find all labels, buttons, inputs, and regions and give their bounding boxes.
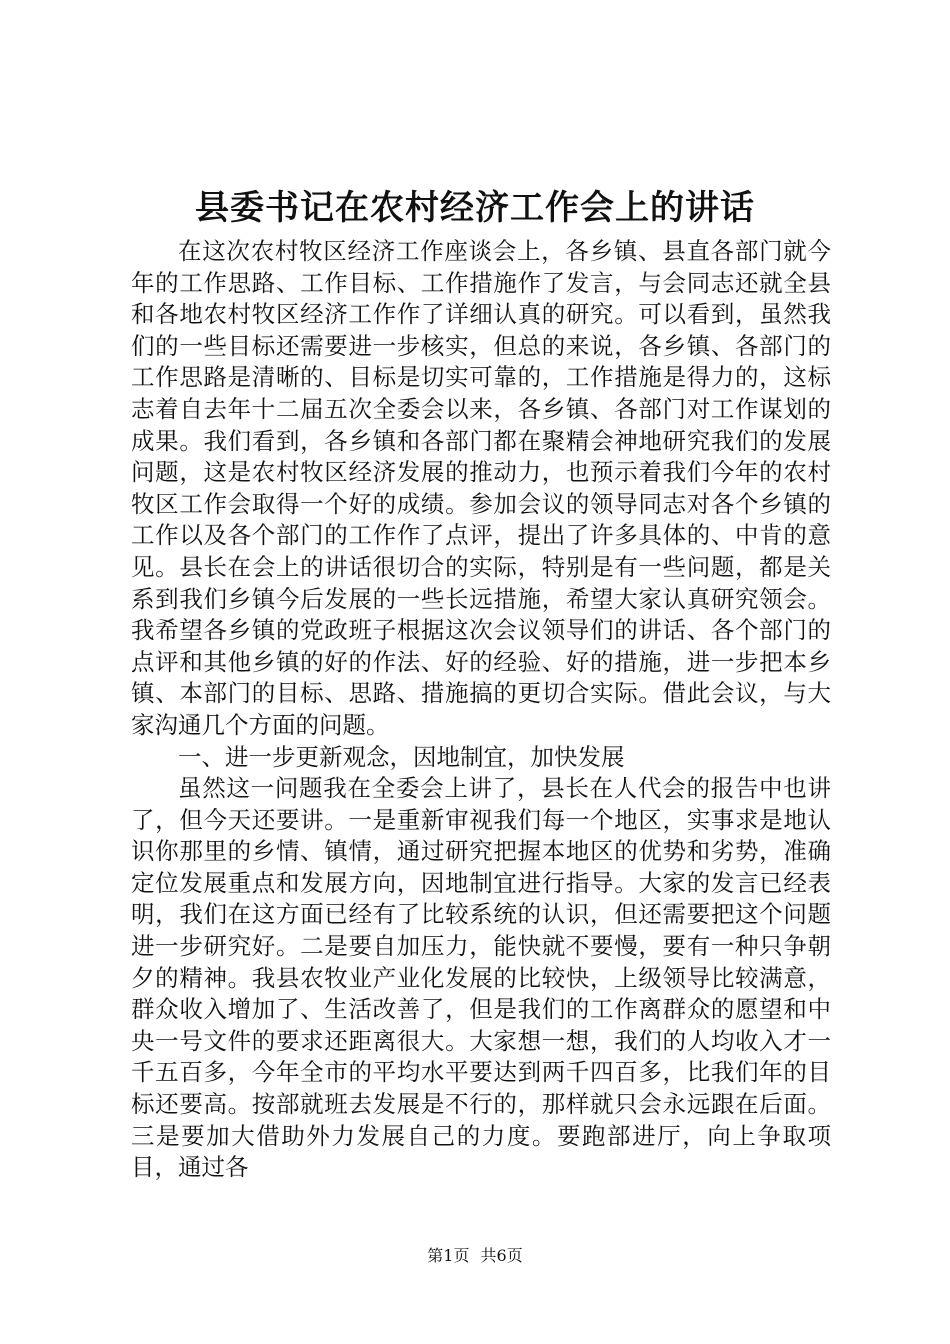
page-number: 第1页	[427, 1246, 470, 1265]
page-total: 共6页	[480, 1246, 523, 1265]
paragraph-section-1: 虽然这一问题我在全委会上讲了，县长在人代会的报告中也讲了，但今天还要讲。一是重新审视我们每一个地区，实事求是地认识你那里的乡情、镇情，通过研究把握本地区的优势和劣势，准确定位发展重点和发展方向，因地制宜进行指导。大家的发言已经表明，我们在这方面已经有了比较系统的认识，但还需要把这个问题进一步研究好。二是要自加压力，能快就不要慢，要有一种只争朝夕的精神。我县农牧业产业化发展的比较快，上级领导比较满意，群众收入增加了、生活改善了，但是我们的工作离群众的愿望和中央一号文件的要求还距离很大。大家想一想，我们的人均收入才一千五百多，今年全市的平均水平要达到两千四百多，比我们年的目标还要高。按部就班去发展是不行的，那样就只会永远跟在后面。三是要加大借助外力发展自己的力度。要跑部进厅，向上争取项目，通过各	[131, 774, 831, 1182]
page-footer	[0, 1244, 950, 1268]
section-heading-1: 一、进一步更新观念，因地制宜，加快发展	[178, 742, 625, 771]
document-title: 县委书记在农村经济工作会上的讲话	[195, 188, 755, 228]
paragraph-intro: 在这次农村牧区经济工作座谈会上，各乡镇、县直各部门就今年的工作思路、工作目标、工作措施作了发言，与会同志还就全县和各地农村牧区经济工作作了详细认真的研究。可以看到，虽然我们的一些目标还需要进一步核实，但总的来说，各乡镇、各部门的工作思路是清晰的、目标是切实可靠的，工作措施是得力的，这标志着自去年十二届五次全委会以来，各乡镇、各部门对工作谋划的成果。我们看到，各乡镇和各部门都在聚精会神地研究我们的发展问题，这是农村牧区经济发展的推动力，也预示着我们今年的农村牧区工作会取得一个好的成绩。参加会议的领导同志对各个乡镇的工作以及各个部门的工作作了点评，提出了许多具体的、中肯的意见。县长在会上的讲话很切合的实际，特别是有一些问题，都是关系到我们乡镇今后发展的一些长远措施，希望大家认真研究领会。我希望各乡镇的党政班子根据这次会议领导们的讲话、各个部门的点评和其他乡镇的好的作法、好的经验、好的措施，进一步把本乡镇、本部门的目标、思路、措施搞的更切合实际。借此会议，与大家沟通几个方面的问题。	[131, 237, 831, 739]
document-body	[131, 236, 831, 1184]
